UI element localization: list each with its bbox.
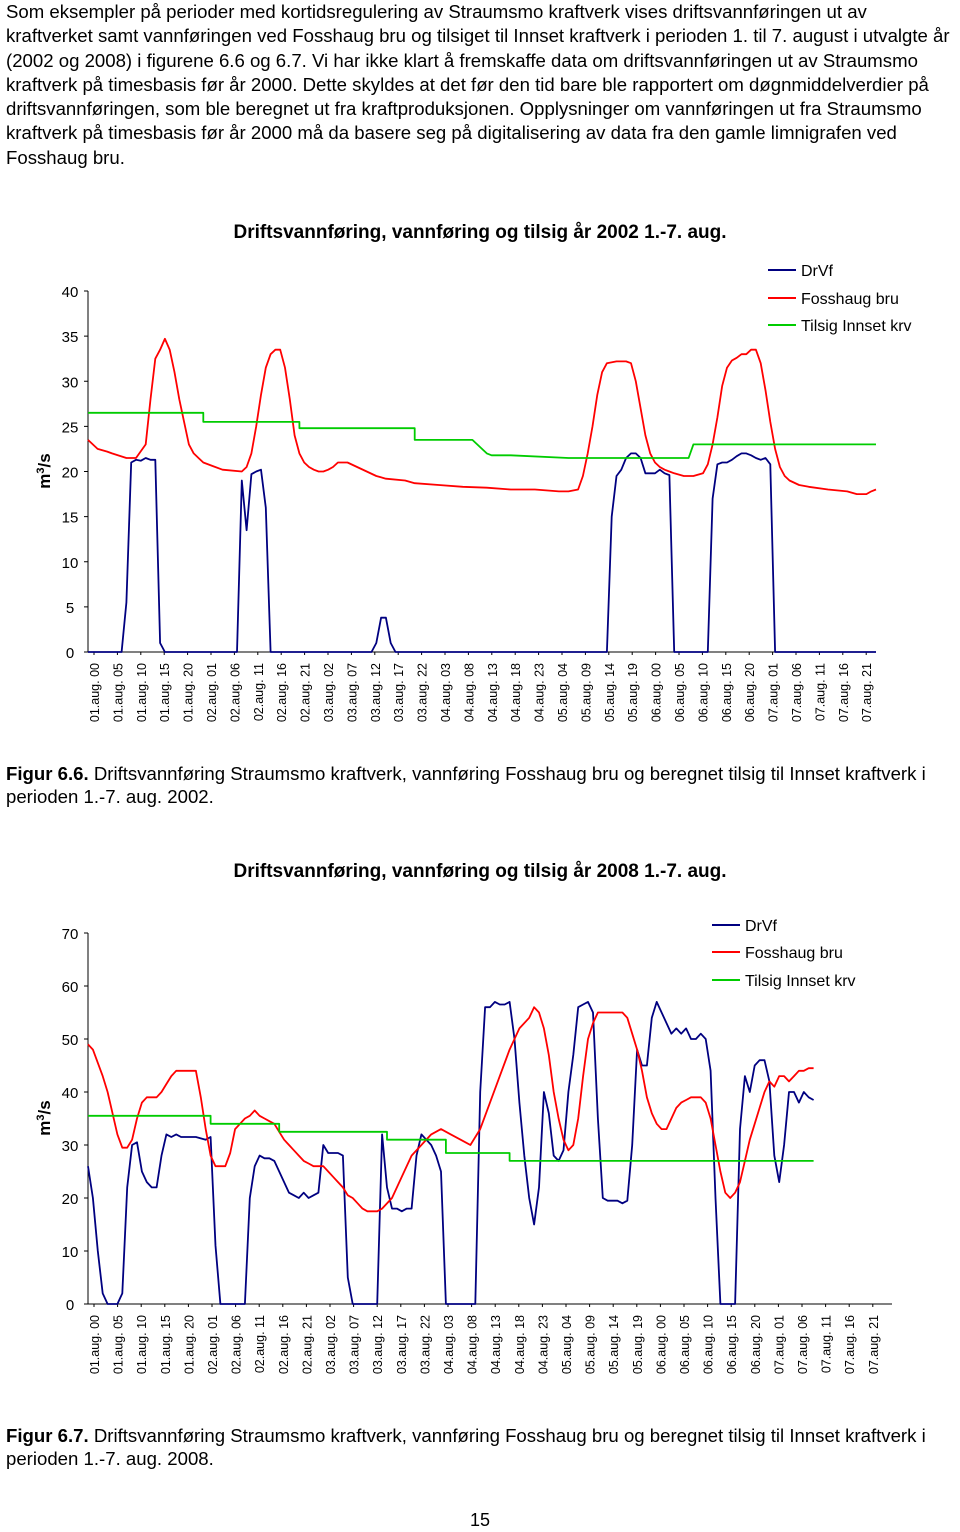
x-tick-label: 04.aug. 03 (442, 1315, 456, 1375)
x-tick-label: 07.aug. 16 (836, 663, 851, 723)
legend-label: DrVf (745, 918, 777, 935)
x-tick-label: 07.aug. 06 (796, 1315, 810, 1375)
x-tick-label: 05.aug. 19 (626, 663, 641, 723)
x-tick-label: 04.aug. 08 (465, 1315, 480, 1375)
x-tick-label: 04.aug. 23 (532, 663, 547, 723)
x-tick-label: 03.aug. 12 (371, 1315, 386, 1375)
y-tick-label: 35 (61, 329, 79, 347)
x-tick-label: 04.aug. 18 (512, 1315, 527, 1375)
y-axis-label: $m^3/s$ (35, 1100, 54, 1136)
y-tick-label: 0 (65, 1297, 75, 1314)
figure-caption-6-7 (6, 1424, 946, 1470)
x-tick-label: 07.aug. 06 (790, 663, 804, 723)
x-tick-label: 01.aug. 20 (181, 663, 196, 723)
figure-caption-text: Driftsvannføring Straumsmo kraftverk, vannføring Fosshaug bru og beregnet tilsig til Innset kraftverk i perioden 1.-7. aug. 2002. (6, 763, 926, 807)
chart-title: Driftsvannføring, vannføring og tilsig år 2008 1.-7. aug. (233, 861, 727, 882)
y-tick-label: 10 (61, 1244, 79, 1261)
figure-caption-text: Driftsvannføring Straumsmo kraftverk, vannføring Fosshaug bru og beregnet tilsig til Innset kraftverk i perioden 1.-7. aug. 2008. (6, 1425, 926, 1469)
x-tick-label: 02.aug. 06 (229, 1315, 244, 1375)
page-number: 15 (469, 1510, 491, 1530)
x-tick-label: 01.aug. 20 (182, 1315, 197, 1375)
y-tick-label: 30 (61, 1138, 79, 1155)
legend-label: DrVf (801, 263, 833, 280)
x-tick-label: 02.aug. 16 (275, 663, 290, 723)
x-tick-label: 02.aug. 16 (276, 1315, 291, 1375)
x-tick-label: 07.aug. 11 (819, 1315, 834, 1374)
x-tick-label: 03.aug. 02 (322, 663, 336, 723)
x-tick-label: 03.aug. 02 (324, 1315, 338, 1375)
x-tick-label: 02.aug. 11 (253, 1315, 268, 1374)
figure-number: Figur 6.7. (6, 1425, 89, 1446)
series-line-drvf (88, 453, 876, 652)
x-tick-label: 01.aug. 10 (135, 1315, 150, 1375)
x-tick-label: 01.aug. 15 (158, 1315, 173, 1375)
x-tick-label: 01.aug. 05 (111, 1315, 126, 1375)
series-line-tilsig (88, 413, 876, 458)
x-tick-label: 05.aug. 19 (630, 1315, 645, 1375)
chart-2002 (0, 200, 960, 760)
x-tick-label: 01.aug. 15 (158, 663, 173, 723)
x-tick-label: 04.aug. 23 (536, 1315, 551, 1375)
chart-title: Driftsvannføring, vannføring og tilsig år 2002 1.-7. aug. (233, 222, 727, 243)
x-tick-label: 02.aug. 21 (300, 1315, 315, 1375)
x-tick-label: 03.aug. 07 (345, 663, 360, 723)
x-tick-label: 07.aug. 21 (866, 1315, 881, 1375)
x-tick-label: 02.aug. 06 (228, 663, 243, 723)
figure-number: Figur 6.6. (6, 763, 89, 784)
x-tick-label: 02.aug. 01 (205, 663, 219, 723)
x-tick-label: 03.aug. 17 (392, 663, 407, 723)
x-tick-label: 03.aug. 17 (394, 1315, 409, 1375)
x-tick-label: 06.aug. 10 (701, 1315, 716, 1375)
x-tick-label: 06.aug. 20 (743, 663, 758, 723)
legend-label: Fosshaug bru (745, 945, 843, 962)
x-tick-label: 02.aug. 11 (251, 663, 266, 722)
x-tick-label: 06.aug. 00 (649, 663, 664, 723)
x-tick-label: 05.aug. 04 (556, 663, 570, 723)
x-tick-label: 02.aug. 01 (206, 1315, 220, 1375)
x-tick-label: 05.aug. 09 (579, 663, 594, 723)
y-tick-label: 50 (61, 1032, 79, 1049)
x-tick-label: 05.aug. 09 (583, 1315, 598, 1375)
x-tick-label: 03.aug. 07 (347, 1315, 362, 1375)
x-tick-label: 01.aug. 00 (88, 1315, 102, 1375)
x-tick-label: 07.aug. 11 (813, 663, 828, 722)
x-tick-label: 07.aug. 16 (843, 1315, 858, 1375)
y-tick-label: 60 (61, 979, 79, 996)
y-tick-label: 15 (61, 509, 79, 527)
legend-label: Tilsig Innset krv (801, 318, 912, 335)
intro-paragraph: Som eksempler på perioder med kortidsregulering av Straumsmo kraftverk vises driftsvannføringen ut av kraftverket samt vannføringen ved Fosshaug bru og tilsiget til Innset kraftverk i perioden 1. til 7. august i utvalgte år (2002 og 2008) i figurene 6.6 og 6.7. Vi har ikke klart å fremskaffe data om driftsvannføringen ut av Straumsmo kraftverk på timesbasis før år 2000. Dette skyldes at det før den tid bare ble rapportert om døgnmiddelverdier på driftsvannføringen, som ble beregnet ut fra kraftproduksjonen. Opplysninger om vannføringen ut fra Straumsmo kraftverk på timesbasis før år 2000 må da basere seg på digitalisering av data fra den gamle limnigrafen ved Fosshaug bru. (6, 1, 950, 168)
figure-caption-6-6 (6, 762, 946, 808)
x-tick-label: 07.aug. 21 (860, 663, 875, 723)
x-tick-label: 06.aug. 20 (748, 1315, 763, 1375)
series-line-fosshaug (88, 339, 876, 494)
x-tick-label: 03.aug. 12 (368, 663, 383, 723)
x-tick-label: 04.aug. 18 (509, 663, 524, 723)
y-tick-label: 30 (61, 374, 79, 392)
x-tick-label: 04.aug. 13 (485, 663, 500, 723)
x-tick-label: 05.aug. 14 (602, 663, 617, 723)
series-line-tilsig (88, 1116, 814, 1161)
x-tick-label: 04.aug. 13 (489, 1315, 504, 1375)
x-tick-label: 06.aug. 05 (673, 663, 687, 723)
y-axis-label: $m^3/s$ (35, 453, 54, 489)
legend-label: Fosshaug bru (801, 291, 899, 308)
y-tick-label: 20 (61, 1191, 79, 1208)
x-tick-label: 06.aug. 05 (678, 1315, 692, 1375)
x-tick-label: 03.aug. 22 (418, 1315, 433, 1375)
legend-label: Tilsig Innset krv (745, 973, 856, 990)
x-tick-label: 06.aug. 15 (725, 1315, 740, 1375)
x-tick-label: 04.aug. 03 (439, 663, 453, 723)
x-tick-label: 05.aug. 04 (560, 1315, 574, 1375)
y-tick-label: 40 (61, 1085, 79, 1102)
x-tick-label: 01.aug. 00 (88, 663, 102, 723)
x-tick-label: 06.aug. 10 (696, 663, 711, 723)
y-tick-label: 20 (61, 464, 79, 482)
x-tick-label: 02.aug. 21 (298, 663, 313, 723)
x-tick-label: 01.aug. 05 (111, 663, 126, 723)
chart-2008 (0, 840, 960, 1400)
x-tick-label: 05.aug. 14 (607, 1315, 622, 1375)
y-tick-label: 70 (61, 926, 79, 943)
x-tick-label: 07.aug. 01 (766, 663, 781, 723)
x-tick-label: 03.aug. 22 (415, 663, 430, 723)
x-tick-label: 06.aug. 15 (719, 663, 734, 723)
y-tick-label: 40 (61, 284, 79, 301)
y-tick-label: 25 (61, 419, 79, 437)
x-tick-label: 01.aug. 10 (134, 663, 149, 723)
x-tick-label: 06.aug. 00 (654, 1315, 669, 1375)
y-tick-label: 5 (65, 599, 75, 617)
y-tick-label: 10 (61, 554, 79, 572)
x-tick-label: 07.aug. 01 (772, 1315, 787, 1375)
x-tick-label: 04.aug. 08 (462, 663, 477, 723)
y-tick-label: 0 (65, 645, 75, 662)
